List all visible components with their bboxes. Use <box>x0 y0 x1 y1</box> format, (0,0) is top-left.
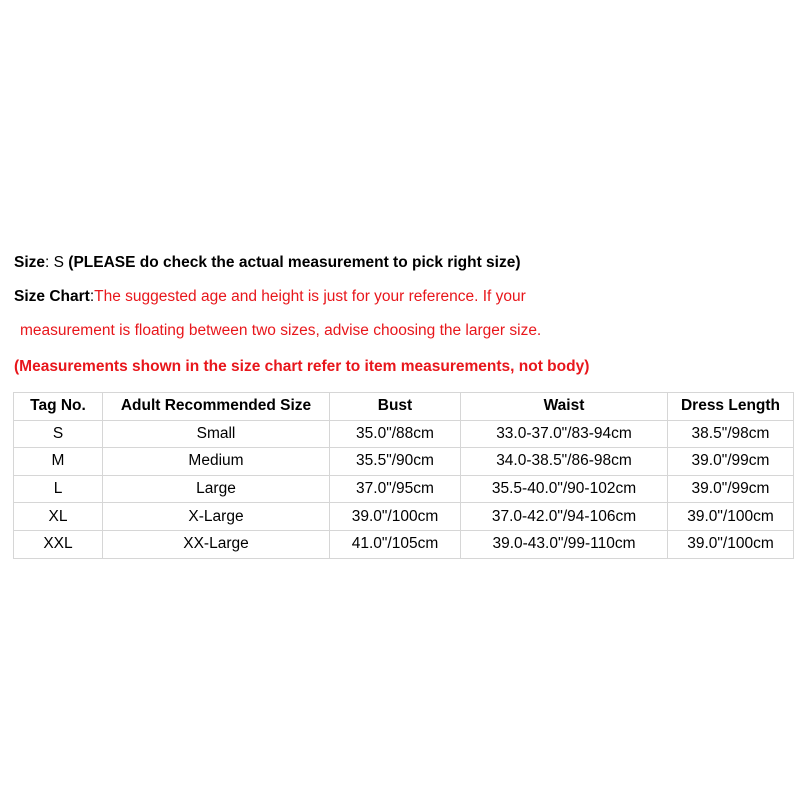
size-note: (PLEASE do check the actual measurement to pick right size) <box>63 254 521 271</box>
cell-dress-length: 39.0"/99cm <box>668 475 794 503</box>
size-label: Size <box>14 254 46 271</box>
cell-waist: 33.0-37.0"/83-94cm <box>461 420 668 448</box>
size-table <box>13 392 794 559</box>
size-chart-line <box>14 288 526 306</box>
table-row <box>14 448 794 476</box>
measurement-warning: (Measurements shown in the size chart refer to item measurements, not body) <box>14 358 590 375</box>
size-chart-note-1: The suggested age and height is just for your reference. If your <box>94 288 526 305</box>
cell-tag-no: L <box>14 475 103 503</box>
cell-bust: 35.5"/90cm <box>330 448 461 476</box>
cell-waist: 39.0-43.0"/99-110cm <box>461 530 668 558</box>
cell-bust: 39.0"/100cm <box>330 503 461 531</box>
cell-tag-no: XL <box>14 503 103 531</box>
table-row <box>14 503 794 531</box>
cell-waist: 34.0-38.5"/86-98cm <box>461 448 668 476</box>
cell-recommended-size: Medium <box>103 448 330 476</box>
cell-dress-length: 39.0"/99cm <box>668 448 794 476</box>
size-chart-label: Size Chart <box>14 288 90 305</box>
size-chart-note-2: measurement is floating between two sizes, advise choosing the larger size. <box>20 322 542 339</box>
cell-bust: 35.0"/88cm <box>330 420 461 448</box>
cell-bust: 41.0"/105cm <box>330 530 461 558</box>
cell-recommended-size: X-Large <box>103 503 330 531</box>
cell-dress-length: 38.5"/98cm <box>668 420 794 448</box>
cell-recommended-size: Large <box>103 475 330 503</box>
table-header-row <box>14 393 794 421</box>
cell-dress-length: 39.0"/100cm <box>668 530 794 558</box>
header-recommended-size: Adult Recommended Size <box>103 393 330 421</box>
table-row <box>14 475 794 503</box>
size-value: S <box>53 254 64 271</box>
cell-recommended-size: XX-Large <box>103 530 330 558</box>
header-tag-no: Tag No. <box>14 393 103 421</box>
cell-recommended-size: Small <box>103 420 330 448</box>
cell-tag-no: M <box>14 448 103 476</box>
size-line <box>14 254 521 272</box>
header-bust: Bust <box>330 393 461 421</box>
table-row <box>14 530 794 558</box>
header-waist: Waist <box>461 393 668 421</box>
size-separator: : <box>45 254 54 271</box>
header-dress-length: Dress Length <box>668 393 794 421</box>
table-row <box>14 420 794 448</box>
cell-waist: 35.5-40.0"/90-102cm <box>461 475 668 503</box>
cell-tag-no: S <box>14 420 103 448</box>
cell-tag-no: XXL <box>14 530 103 558</box>
cell-bust: 37.0"/95cm <box>330 475 461 503</box>
cell-waist: 37.0-42.0"/94-106cm <box>461 503 668 531</box>
size-chart-separator: : <box>89 288 95 305</box>
cell-dress-length: 39.0"/100cm <box>668 503 794 531</box>
